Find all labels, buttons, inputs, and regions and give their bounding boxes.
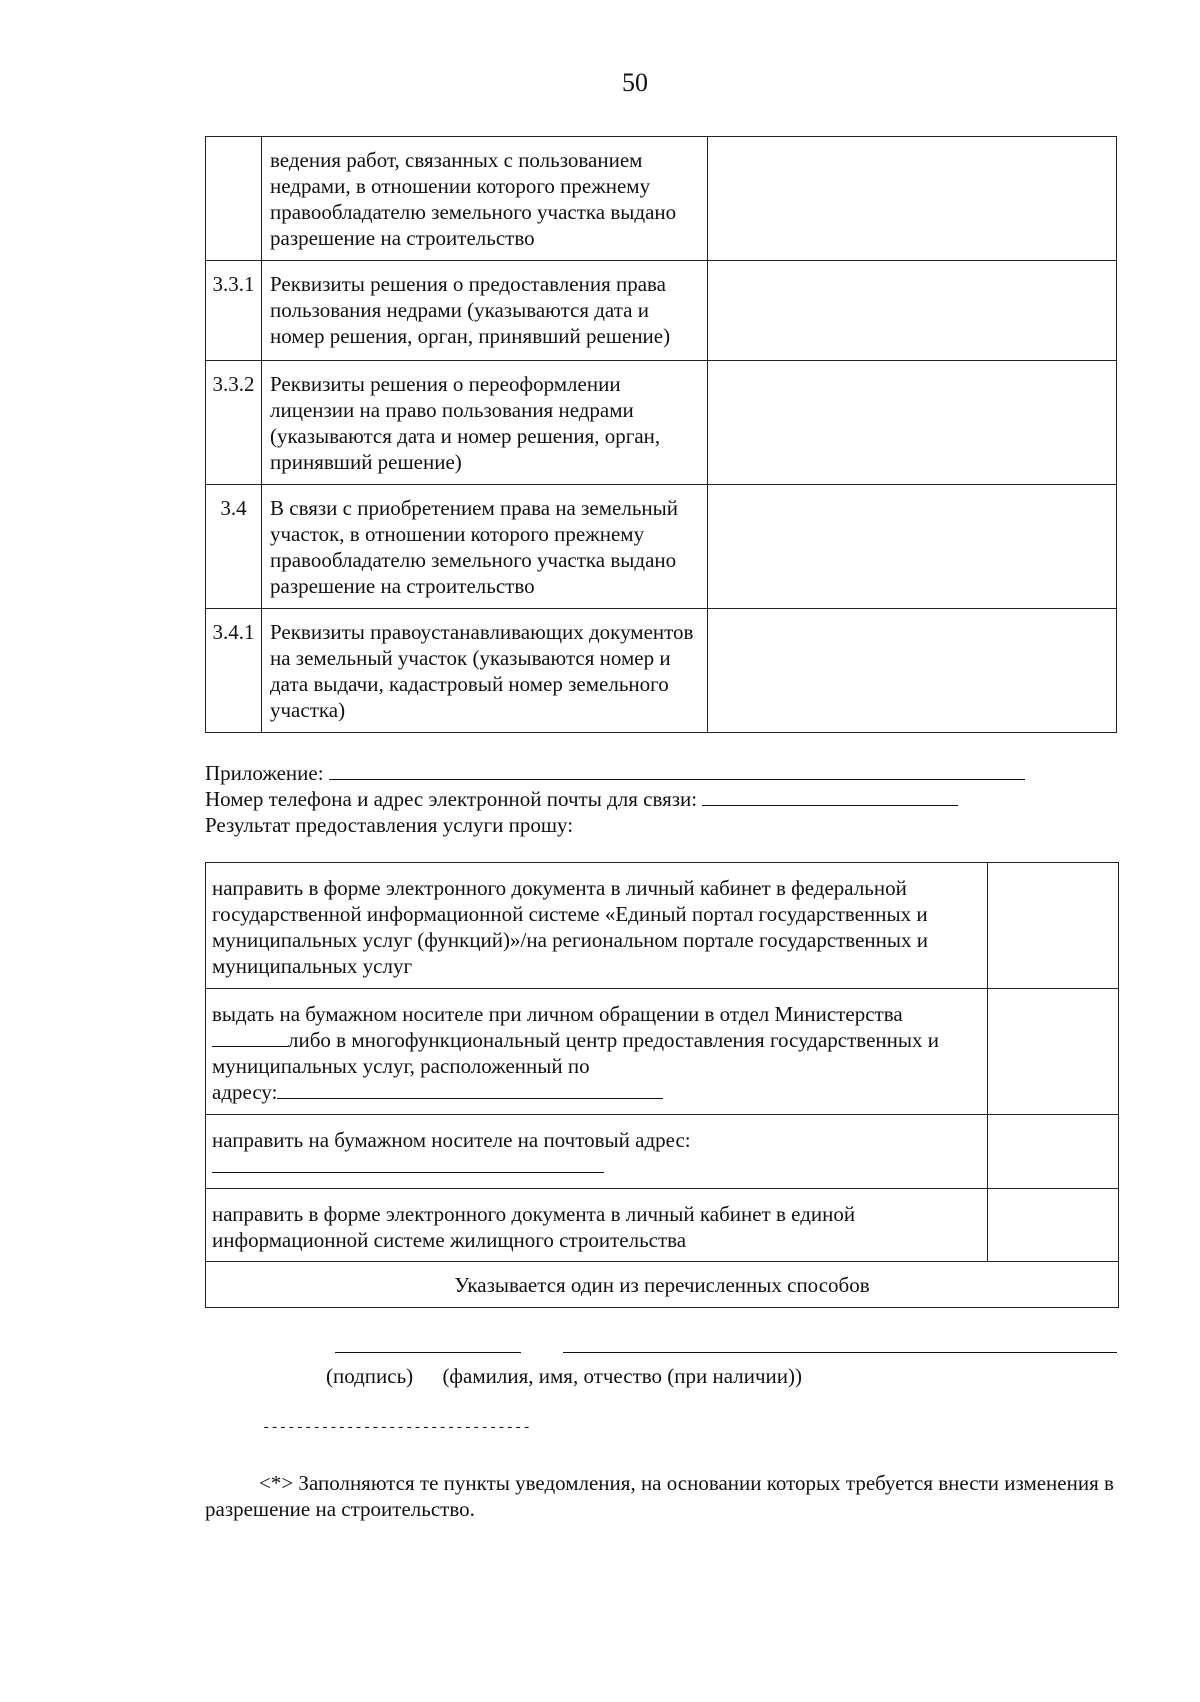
footnote: <*> Заполняются те пункты уведомления, на основании которых требуется внести изменения в разрешение на строительство.: [205, 1471, 1114, 1521]
row-value-cell[interactable]: [708, 361, 1117, 485]
method-check-cell[interactable]: [988, 1115, 1119, 1189]
row-value-cell[interactable]: [708, 261, 1117, 361]
notification-table: [205, 136, 1117, 733]
attachment-block: [205, 760, 1105, 838]
row-number: 3.4.1: [206, 609, 262, 733]
row-number: 3.4: [206, 485, 262, 609]
table-row: [206, 361, 1117, 485]
method-text-line: либо в многофункциональный центр предоставления государственных и муниципальных услуг, расположенный по: [212, 1028, 939, 1078]
row-value-cell[interactable]: [708, 485, 1117, 609]
postal-address-field[interactable]: [212, 1154, 604, 1173]
department-field[interactable]: [212, 1028, 288, 1047]
table-row: [206, 261, 1117, 361]
method-check-cell[interactable]: [988, 1189, 1119, 1262]
method-check-cell[interactable]: [988, 863, 1119, 989]
method-check-cell[interactable]: [988, 989, 1119, 1115]
method-text-line: направить на бумажном носителе на почтовый адрес:: [212, 1128, 691, 1152]
method-row: [206, 989, 1119, 1115]
row-description: Реквизиты правоустанавливающих документов на земельный участок (указываются номер и дата выдачи, кадастровый номер земельного участка): [262, 609, 708, 733]
contact-label: Номер телефона и адрес электронной почты для связи:: [205, 787, 698, 811]
method-row: [206, 1189, 1119, 1262]
row-description: ведения работ, связанных с пользованием недрами, в отношении которого прежнему правообладателю земельного участка выдано разрешение на строительство: [262, 137, 708, 261]
table-row: [206, 485, 1117, 609]
table-row: [206, 137, 1117, 261]
full-name-field[interactable]: [563, 1352, 1117, 1353]
page-number: 50: [622, 68, 648, 97]
method-text: [206, 989, 988, 1115]
row-description: В связи с приобретением права на земельный участок, в отношении которого прежнему правообладателю земельного участка выдано разрешение на строительство: [262, 485, 708, 609]
footnote-separator: --------------------------------: [262, 1420, 531, 1436]
attachment-field[interactable]: [329, 761, 1025, 780]
attachment-line: [205, 760, 1105, 786]
method-text-line: [212, 1153, 981, 1179]
row-number: [206, 137, 262, 261]
method-note-row: [206, 1262, 1119, 1308]
method-text: направить в форме электронного документа в личный кабинет в федеральной государственной информационной системе «Единый портал государственных и муниципальных услуг (функций)»/на региональном портале государственных и муниципальных услуг: [206, 863, 988, 989]
row-value-cell[interactable]: [708, 609, 1117, 733]
signature-label: (подпись): [326, 1364, 414, 1388]
delivery-methods-table: [205, 862, 1119, 1308]
result-label: Результат предоставления услуги прошу:: [205, 813, 574, 837]
methods-note: Указывается один из перечисленных способов: [206, 1262, 1119, 1308]
row-description: Реквизиты решения о предоставления права пользования недрами (указываются дата и номер решения, орган, принявший решение): [262, 261, 708, 361]
signature-field[interactable]: [335, 1352, 521, 1353]
method-row: [206, 1115, 1119, 1189]
method-text-line: выдать на бумажном носителе при личном обращении в отдел Министерства: [212, 1002, 903, 1026]
row-description: Реквизиты решения о переоформлении лицензии на право пользования недрами (указываются дата и номер решения, орган, принявший решение): [262, 361, 708, 485]
full-name-label: (фамилия, имя, отчество (при наличии)): [442, 1364, 802, 1388]
contact-line: [205, 786, 1105, 812]
method-text: направить в форме электронного документа в личный кабинет в единой информационной системе жилищного строительства: [206, 1189, 988, 1262]
row-number: 3.3.1: [206, 261, 262, 361]
row-number: 3.3.2: [206, 361, 262, 485]
signature-labels: [326, 1364, 802, 1389]
method-text-line: адресу:: [212, 1079, 981, 1105]
method-row: [206, 863, 1119, 989]
address-field[interactable]: [277, 1080, 663, 1099]
method-text: [206, 1115, 988, 1189]
attachment-label: Приложение:: [205, 761, 324, 785]
table-row: [206, 609, 1117, 733]
contact-field[interactable]: [702, 787, 958, 806]
signature-lines: [0, 1352, 1200, 1356]
row-value-cell[interactable]: [708, 137, 1117, 261]
